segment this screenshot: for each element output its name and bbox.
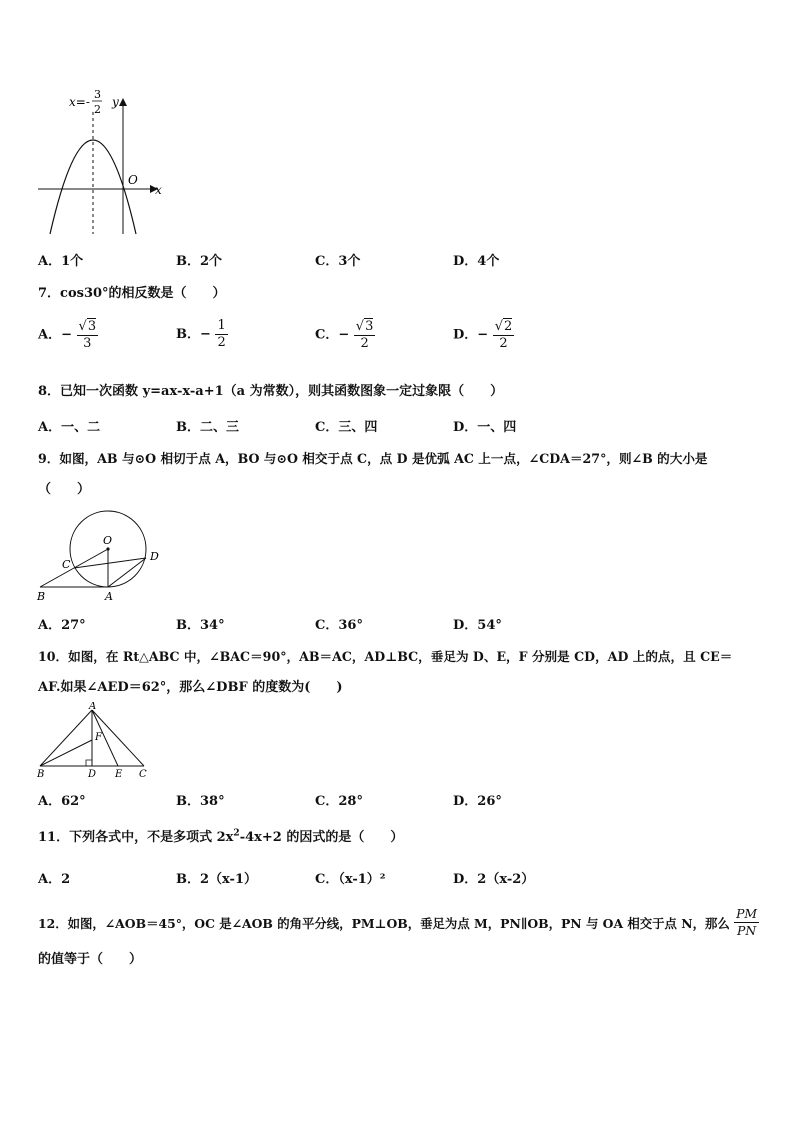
q11-option-d: D．2（x-2） (453, 872, 535, 887)
label-a: A (89, 702, 97, 712)
q8-option-a: A．一、二 (38, 420, 101, 435)
label-o: O (103, 534, 113, 547)
label-b: B (37, 590, 46, 603)
q9-option-b: B．34° (176, 618, 225, 633)
q10-option-d: D．26° (453, 794, 502, 809)
q6-option-c: C．3个 (315, 254, 361, 269)
q12-stem-line2: 的值等于（ ） (38, 952, 143, 967)
parabola-figure (34, 84, 174, 236)
label-a: A (105, 590, 113, 603)
q7-option-d: D．− $\frac{√2}{2}$ (453, 319, 513, 351)
q8-option-b: B．二、三 (176, 420, 239, 435)
q10-stem-line2: AF.如果∠AED＝62°，那么∠DBF 的度数为( ) (38, 680, 343, 695)
y-axis-label: y (112, 95, 119, 109)
q9-option-a: A．27° (38, 618, 86, 633)
q9-stem-line1: 9．如图，AB 与⊙O 相切于点 A，BO 与⊙O 相交于点 C，点 D 是优弧 AC 上一点，∠CDA＝27°，则∠B 的大小是 (38, 451, 708, 466)
label-d: D (88, 769, 97, 780)
segment-bf (40, 740, 92, 766)
q8-option-c: C．三、四 (315, 420, 378, 435)
q11-option-a: A．2 (38, 872, 71, 887)
center-dot (106, 547, 109, 550)
q9-option-c: C．36° (315, 618, 363, 633)
q10-option-b: B．38° (176, 794, 225, 809)
label-c: C (139, 769, 147, 780)
x-axis-label: x (155, 183, 162, 197)
q6-option-b: B．2个 (176, 254, 223, 269)
q12-fraction: $\frac{PM}{PN}$ (736, 906, 758, 938)
label-c: C (62, 558, 71, 571)
q11-option-c: C．（x-1）² (315, 872, 386, 887)
q9-option-d: D．54° (453, 618, 502, 633)
q11-option-b: B．2（x-1） (176, 872, 257, 887)
q9-stem-line2: （ ） (38, 482, 91, 497)
segment-ab (40, 710, 92, 766)
q7-option-c: C．− $\frac{√3}{2}$ (315, 319, 374, 351)
q10-option-a: A．62° (38, 794, 86, 809)
q6-option-a: A．1个 (38, 254, 84, 269)
label-e: E (115, 769, 123, 780)
label-f: F (95, 732, 102, 743)
right-triangle-figure (34, 702, 158, 780)
q10-option-c: C．28° (315, 794, 363, 809)
symmetry-label-numerator: 3 (94, 88, 101, 101)
q7-option-b: B．− $\frac{1}{2}$ (176, 318, 226, 350)
q12-stem-line1: 12．如图，∠AOB＝45°，OC 是∠AOB 的角平分线，PM⊥OB，垂足为点 M，PN∥OB，PN 与 OA 相交于点 N，那么 $\frac{PM}{PN}$ (38, 906, 758, 938)
q8-stem: 8．已知一次函数 y=ax-x-a+1（a 为常数），则其函数图象一定过象限（ ） (38, 384, 504, 399)
symmetry-label-denominator: 2 (94, 103, 101, 116)
y-axis-arrow (119, 98, 127, 106)
circle-tangent-figure (34, 505, 174, 603)
origin-label: O (128, 173, 138, 187)
q7-option-a: A．− $\frac{√3}{3}$ (38, 319, 97, 351)
q6-option-d: D．4个 (453, 254, 500, 269)
right-angle-mark (86, 760, 92, 766)
q8-option-d: D．一、四 (453, 420, 517, 435)
label-d: D (150, 550, 159, 563)
label-b: B (37, 769, 45, 780)
symmetry-label: x=- (69, 95, 90, 109)
q7-stem: 7．cos30°的相反数是（ ） (38, 286, 226, 301)
q10-stem-line1: 10．如图，在 Rt△ABC 中，∠BAC＝90°，AB＝AC，AD⊥BC，垂足为 D、E，F 分别是 CD，AD 上的点，且 CE＝ (38, 649, 733, 664)
q11-stem: 11．下列各式中，不是多项式 $2x^2-4x+2$ 的因式的是（ ） (38, 828, 404, 845)
